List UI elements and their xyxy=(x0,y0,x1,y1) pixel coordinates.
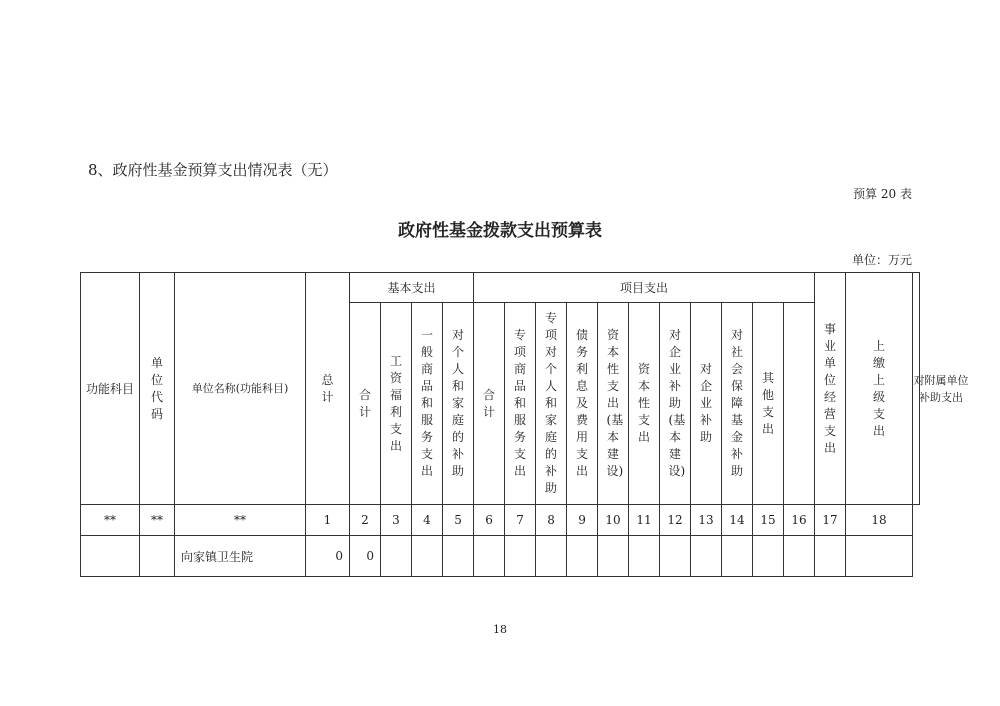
header-basic: 基本支出 xyxy=(350,273,474,303)
header-enterprise: 对企业补助 xyxy=(691,303,722,505)
header-enterprise-build: 对企业补助(基本建设) xyxy=(660,303,691,505)
index-cell: ** xyxy=(140,505,175,536)
index-cell: 5 xyxy=(443,505,474,536)
index-cell: 6 xyxy=(474,505,505,536)
index-row xyxy=(81,505,920,536)
cell-empty xyxy=(474,536,505,577)
header-social: 对社会保障基金补助 xyxy=(722,303,753,505)
header-salary: 工资福利支出 xyxy=(381,303,412,505)
index-cell: 15 xyxy=(753,505,784,536)
cell-empty xyxy=(412,536,443,577)
header-capital-build: 资本性支出(基本建设) xyxy=(598,303,629,505)
header-personal: 对个人和家庭的补助 xyxy=(443,303,474,505)
header-func-subject: 功能科目 xyxy=(81,273,140,505)
table-number: 预算 20 表 xyxy=(853,187,912,201)
cell-empty xyxy=(381,536,412,577)
header-proj-total: 合计 xyxy=(474,303,505,505)
header-goods: 一般商品和服务支出 xyxy=(412,303,443,505)
index-cell: 17 xyxy=(815,505,846,536)
cell-empty xyxy=(629,536,660,577)
header-project: 项目支出 xyxy=(474,273,815,303)
cell-basic-total: 0 xyxy=(350,536,381,577)
header-debt: 债务利息及费用支出 xyxy=(567,303,598,505)
header-total: 总计 xyxy=(306,273,350,505)
cell-unit-code xyxy=(140,536,175,577)
index-cell: 16 xyxy=(784,505,815,536)
header-special-personal: 专项对个人和家庭的补助 xyxy=(536,303,567,505)
cell-total: 0 xyxy=(306,536,350,577)
index-cell: 7 xyxy=(505,505,536,536)
cell-empty xyxy=(505,536,536,577)
table-row xyxy=(81,536,920,577)
cell-empty xyxy=(753,536,784,577)
section-heading: 8、政府性基金预算支出情况表（无） xyxy=(88,161,338,179)
header-basic-total: 合计 xyxy=(350,303,381,505)
header-other: 其他支出 xyxy=(753,303,784,505)
index-cell: ** xyxy=(175,505,306,536)
budget-table xyxy=(80,272,969,577)
cell-empty xyxy=(691,536,722,577)
header-affiliated: 对附属单位补助支出 xyxy=(913,273,920,505)
header-business: 事业单位经营支出 xyxy=(815,273,846,505)
cell-empty xyxy=(722,536,753,577)
table-title: 政府性基金拨款支出预算表 xyxy=(398,221,602,241)
index-cell: 18 xyxy=(846,505,913,536)
cell-empty xyxy=(846,536,913,577)
cell-unit-name: 向家镇卫生院 xyxy=(175,536,306,577)
cell-func-subject xyxy=(81,536,140,577)
header-upper: 上缴上级支出 xyxy=(846,273,913,505)
index-cell: 3 xyxy=(381,505,412,536)
unit-label: 单位：万元 xyxy=(851,253,912,267)
header-unit-name: 单位名称(功能科目) xyxy=(175,273,306,505)
cell-empty xyxy=(567,536,598,577)
index-cell: 14 xyxy=(722,505,753,536)
cell-empty xyxy=(598,536,629,577)
index-cell: 9 xyxy=(567,505,598,536)
header-special-goods: 专项商品和服务支出 xyxy=(505,303,536,505)
index-cell: ** xyxy=(81,505,140,536)
cell-empty xyxy=(815,536,846,577)
index-cell: 12 xyxy=(660,505,691,536)
index-cell: 8 xyxy=(536,505,567,536)
index-cell: 4 xyxy=(412,505,443,536)
cell-empty xyxy=(660,536,691,577)
page-number: 18 xyxy=(493,623,507,636)
index-cell: 10 xyxy=(598,505,629,536)
index-cell: 11 xyxy=(629,505,660,536)
cell-empty xyxy=(536,536,567,577)
index-cell: 1 xyxy=(306,505,350,536)
index-cell: 2 xyxy=(350,505,381,536)
header-capital: 资本性支出 xyxy=(629,303,660,505)
index-cell: 13 xyxy=(691,505,722,536)
cell-empty xyxy=(443,536,474,577)
cell-empty xyxy=(784,536,815,577)
header-unit-code: 单位代码 xyxy=(140,273,175,505)
